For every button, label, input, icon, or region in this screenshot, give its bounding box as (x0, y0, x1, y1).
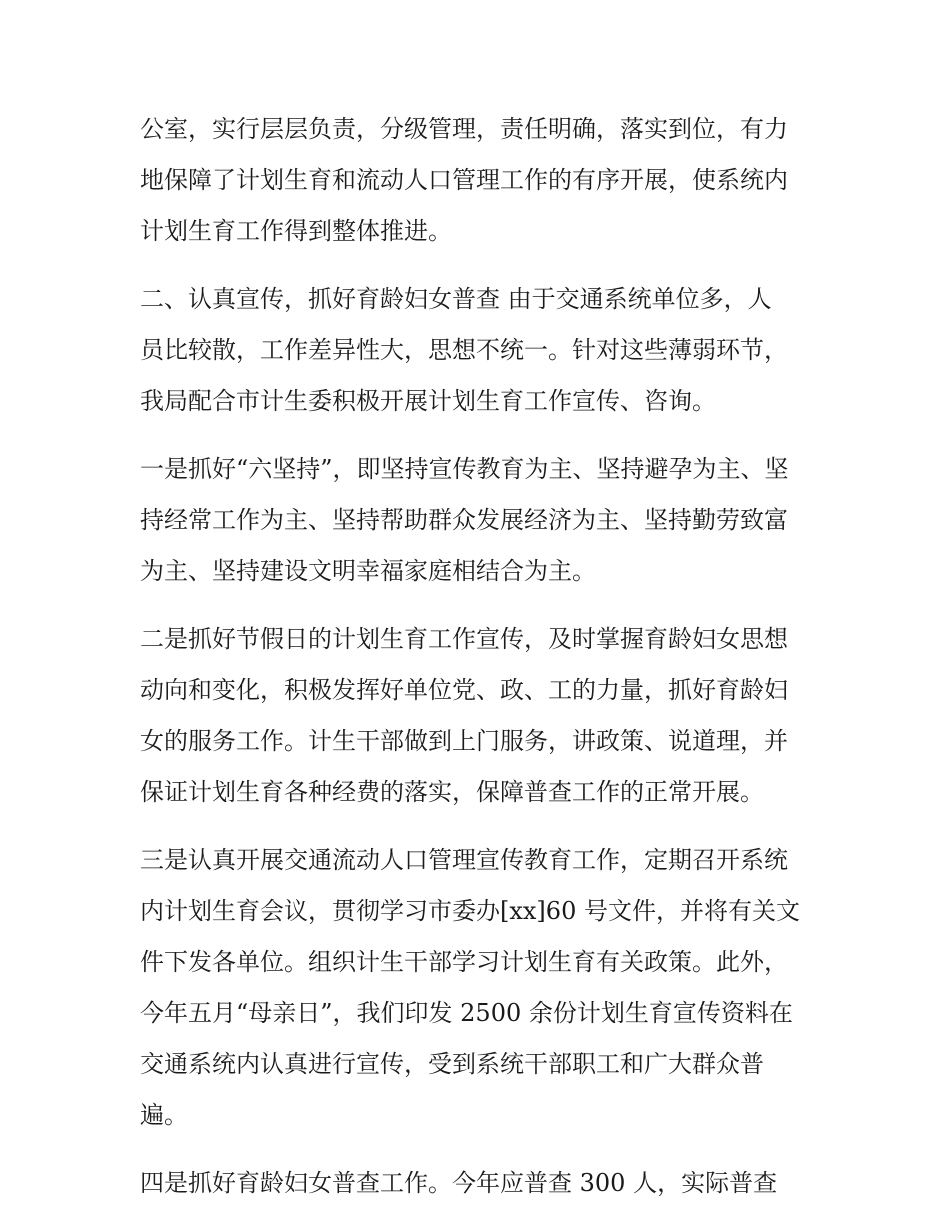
paragraph-3 (140, 444, 820, 597)
text-line: 保证计划生育各种经费的落实，保障普查工作的正常开展。 (140, 778, 764, 806)
text-line: 二、认真宣传，抓好育龄妇女普查 由于交通系统单位多，人 (140, 285, 772, 313)
text-line: 动向和变化，积极发挥好单位党、政、工的力量，抓好育龄妇 (140, 676, 788, 704)
text-line: 四是抓好育龄妇女普查工作。今年应普查 300 人，实际普查 (140, 1169, 778, 1197)
text-line: 为主、坚持建设文明幸福家庭相结合为主。 (140, 557, 596, 585)
text-line: 公室，实行层层负责，分级管理，责任明确，落实到位，有力 (140, 115, 788, 143)
text-line: 地保障了计划生育和流动人口管理工作的有序开展，使系统内 (140, 166, 788, 194)
text-line: 二是抓好节假日的计划生育工作宣传，及时掌握育龄妇女思想 (140, 625, 788, 653)
text-line: 持经常工作为主、坚持帮助群众发展经济为主、坚持勤劳致富 (140, 506, 788, 534)
paragraph-6 (140, 1158, 820, 1209)
text-line: 三是认真开展交通流动人口管理宣传教育工作，定期召开系统 (140, 846, 788, 874)
text-line: 交通系统内认真进行宣传，受到系统干部职工和广大群众普 (140, 1050, 764, 1078)
paragraph-5 (140, 835, 820, 1141)
text-line: 遍。 (140, 1101, 188, 1129)
text-line: 一是抓好“六坚持”，即坚持宣传教育为主、坚持避孕为主、坚 (140, 455, 789, 483)
paragraph-2 (140, 274, 820, 427)
text-line: 内计划生育会议，贯彻学习市委办[xx]60 号文件，并将有关文 (140, 897, 800, 925)
text-line: 女的服务工作。计生干部做到上门服务，讲政策、说道理，并 (140, 727, 788, 755)
document-body (140, 104, 820, 1209)
text-line: 计划生育工作得到整体推进。 (140, 217, 452, 245)
text-line: 件下发各单位。组织计生干部学习计划生育有关政策。此外， (140, 948, 788, 976)
paragraph-4 (140, 614, 820, 818)
text-line: 今年五月“母亲日”，我们印发 2500 余份计划生育宣传资料在 (140, 999, 793, 1027)
paragraph-1 (140, 104, 820, 257)
text-line: 我局配合市计生委积极开展计划生育工作宣传、咨询。 (140, 387, 716, 415)
text-line: 员比较散，工作差异性大，思想不统一。针对这些薄弱环节， (140, 336, 788, 364)
